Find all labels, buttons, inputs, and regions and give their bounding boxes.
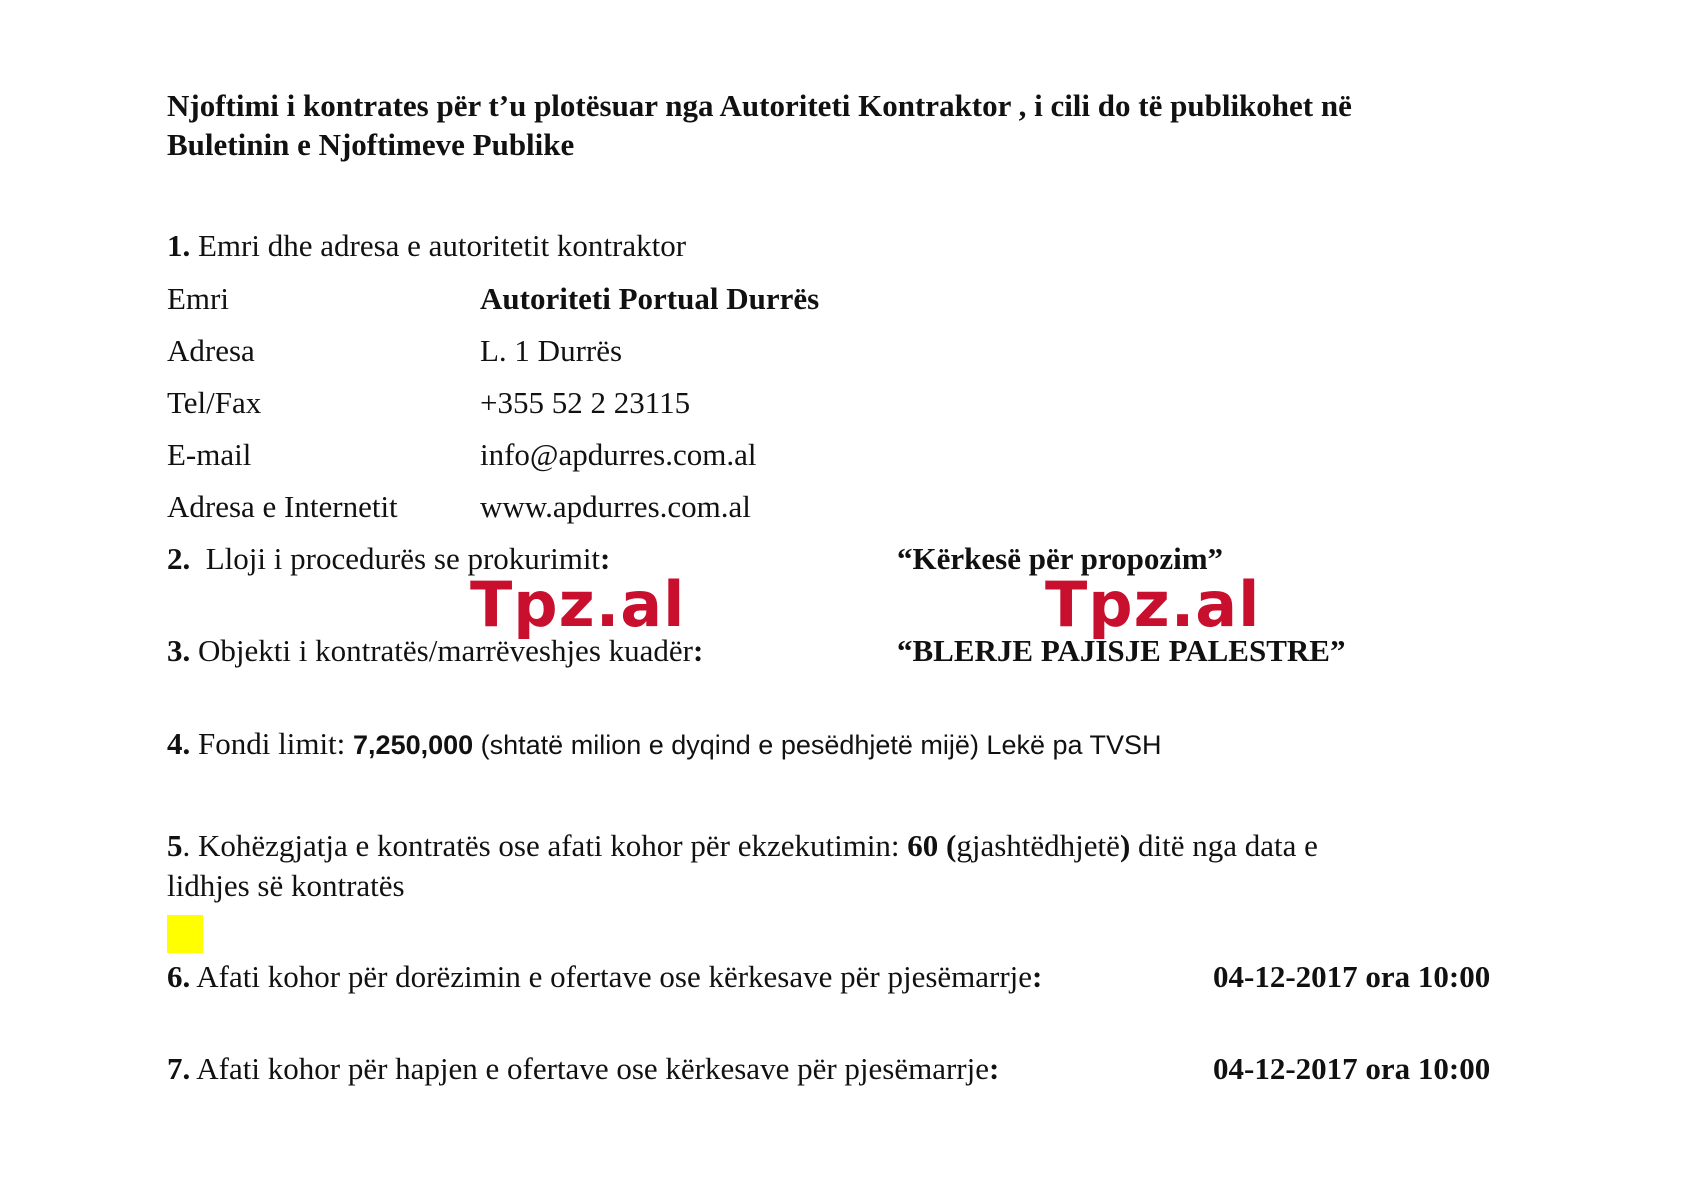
section-1-title: Emri dhe adresa e autoritetit kontraktor (198, 228, 687, 263)
section-7-number: 7. (167, 1051, 191, 1086)
section-1-heading (167, 228, 686, 264)
telfax-value: +355 52 2 23115 (480, 385, 691, 420)
section-3-colon: : (692, 633, 704, 668)
duration-post: ditë nga data e (1130, 828, 1318, 863)
fund-limit-amount: 7,250,000 (353, 730, 474, 760)
section-3-number: 3. (167, 633, 191, 668)
section-3-label (167, 633, 703, 669)
submission-deadline-value: 04-12-2017 ora 10:00 (1213, 959, 1491, 994)
email-value: info@apdurres.com.al (480, 437, 757, 472)
section-1-number: 1. (167, 228, 191, 263)
duration-paren-close: ) (1119, 828, 1131, 863)
opening-deadline-value: 04-12-2017 ora 10:00 (1213, 1051, 1491, 1086)
section-7-label (167, 1051, 999, 1087)
fund-limit-label: Fondi limit: (198, 726, 354, 761)
address-value: L. 1 Durrës (480, 333, 623, 368)
duration-paren-open: ( (938, 828, 957, 863)
document-title-line1: Njoftimi i kontrates për t’u plotësuar nga Autoriteti Kontraktor , i cili do të publikohet në (167, 88, 1352, 123)
watermark-left: Tpz.al (470, 568, 686, 641)
website-value: www.apdurres.com.al (480, 489, 751, 524)
website-label: Adresa e Internetit (167, 489, 398, 524)
section-2-colon: : (600, 541, 611, 576)
section-6-colon: : (1032, 959, 1043, 994)
contract-object-label: Objekti i kontratës/marrëveshjes kuadër (198, 633, 693, 668)
section-4-number: 4. (167, 726, 191, 761)
fund-limit-words: (shtatë milion e dyqind e pesëdhjetë mijë) Lekë pa TVSH (473, 730, 1162, 760)
opening-deadline-label: Afati kohor për hapjen e ofertave ose kërkesave për pjesëmarrje (196, 1051, 989, 1086)
section-4-fund (167, 726, 1162, 762)
duration-label: . Kohëzgjatja e kontratës ose afati kohor për ekzekutimin: (182, 828, 908, 863)
section-6-label (167, 959, 1042, 995)
procedure-type-label: Lloji i procedurës se prokurimit (205, 541, 601, 576)
contract-object-value: “BLERJE PAJISJE PALESTRE” (897, 633, 1346, 668)
submission-deadline-label: Afati kohor për dorëzimin e ofertave ose kërkesave për pjesëmarrje (196, 959, 1033, 994)
watermark-right: Tpz.al (1045, 568, 1261, 641)
email-label: E-mail (167, 437, 252, 472)
name-label: Emri (167, 281, 229, 316)
document-title-line2: Buletinin e Njoftimeve Publike (167, 127, 575, 162)
duration-words: gjashtëdhjetë (956, 828, 1120, 863)
section-2-number: 2. (167, 541, 191, 576)
section-5-duration (167, 828, 1318, 864)
duration-days: 60 (907, 828, 939, 863)
procedure-type-value: “Kërkesë për propozim” (897, 541, 1224, 576)
section-5-line2: lidhjes së kontratës (167, 868, 405, 903)
section-6-number: 6. (167, 959, 191, 994)
address-label: Adresa (167, 333, 255, 368)
section-7-colon: : (989, 1051, 1000, 1086)
telfax-label: Tel/Fax (167, 385, 262, 420)
yellow-highlight-marker (167, 915, 203, 953)
section-5-number: 5 (167, 828, 183, 863)
name-value: Autoriteti Portual Durrës (480, 281, 820, 316)
